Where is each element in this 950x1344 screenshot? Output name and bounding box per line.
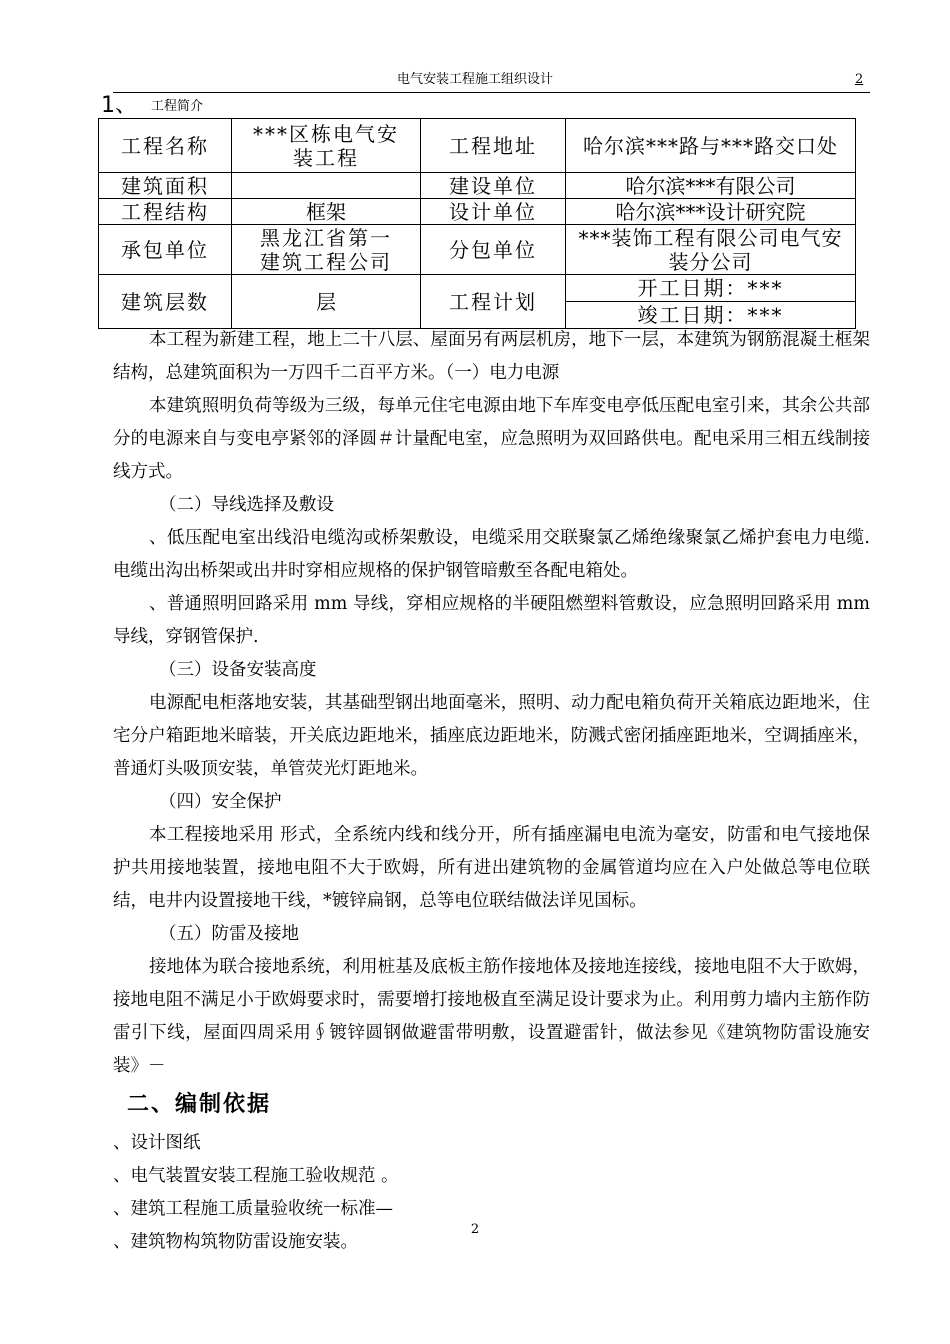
completion-date: 竣工日期：*** [637, 303, 784, 327]
table-value: 哈尔滨***设计研究院 [566, 199, 856, 225]
header-page-number: 2 [855, 72, 864, 87]
table-value: ***装饰工程有限公司电气安装分公司 [566, 225, 856, 275]
subsection-heading: （二）导线选择及敷设 [159, 495, 334, 515]
paragraph: 本工程为新建工程，地上二十八层、屋面另有两层机房，地下一层，本建筑为钢筋混凝土框架结构，总建筑面积为一万四千二百平方米。（一）电力电源 [113, 330, 870, 383]
table-label: 工程结构 [99, 199, 232, 225]
footer-page-number: 2 [470, 1222, 480, 1237]
paragraph: 电源配电柜落地安装，其基础型钢出地面毫米，照明、动力配电箱负荷开关箱底边距地米，住宅分户箱距地米暗装，开关底边距地米，插座底边距地米，防溅式密闭插座距地米，空调插座米，普通灯头吸顶安装，单管荧光灯距地米。 [113, 693, 870, 779]
subsection-heading: （四）安全保护 [159, 792, 282, 812]
table-row [99, 119, 856, 173]
header-title: 电气安装工程施工组织设计 [396, 72, 553, 87]
table-value: 框架 [232, 199, 421, 225]
table-label: 建筑面积 [99, 173, 232, 199]
table-label: 工程地址 [421, 119, 566, 173]
table-row [99, 173, 856, 199]
table-value [232, 173, 421, 199]
list-item: 、建筑工程施工质量验收统一标准— [113, 1199, 393, 1219]
schedule-cell [566, 275, 856, 329]
subsection-heading: （三）设备安装高度 [159, 660, 317, 680]
section-1-number: 1、 [101, 93, 137, 118]
paragraph: 、普通照明回路采用 mm 导线，穿相应规格的半硬阻燃塑料管敷设，应急照明回路采用 mm 导线，穿钢管保护. [113, 594, 870, 647]
paragraph: 本工程接地采用 形式，全系统内线和线分开，所有插座漏电电流为毫安，防雷和电气接地保护共用接地装置，接地电阻不大于欧姆，所有进出建筑物的金属管道均应在入户处做总等电位联结，电井内设置接地干线，*镀锌扁钢，总等电位联结做法详见国标。 [113, 825, 870, 911]
list-item: 、电气装置安装工程施工验收规范 。 [113, 1166, 399, 1186]
subsection-heading: （五）防雷及接地 [159, 924, 299, 944]
paragraph: 、低压配电室出线沿电缆沟或桥架敷设，电缆采用交联聚氯乙烯绝缘聚氯乙烯护套电力电缆.电缆出沟出桥架或出井时穿相应规格的保护钢管暗敷至各配电箱处。 [113, 528, 870, 581]
paragraph: 本建筑照明负荷等级为三级，每单元住宅电源由地下车库变电亭低压配电室引来，其余公共部分的电源来自与变电亭紧邻的泽圆＃计量配电室，应急照明为双回路供电。配电采用三相五线制接线方式。 [113, 396, 870, 482]
section-1-heading [101, 94, 203, 118]
paragraph: 接地体为联合接地系统，利用桩基及底板主筋作接地体及接地连接线，接地电阻不大于欧姆，接地电阻不满足小于欧姆要求时，需要增打接地极直至满足设计要求为止。利用剪力墙内主筋作防雷引下线，屋面四周采用∮镀锌圆钢做避雷带明敷，设置避雷针，做法参见《建筑物防雷设施安装》－ [113, 957, 870, 1076]
header-divider [113, 92, 870, 93]
table-value: 黑龙江省第一建筑工程公司 [232, 225, 421, 275]
table-label: 工程计划 [421, 275, 566, 329]
project-info-table [98, 118, 856, 329]
table-row [99, 275, 856, 329]
table-label: 设计单位 [421, 199, 566, 225]
table-label: 分包单位 [421, 225, 566, 275]
table-value: 哈尔滨***路与***路交口处 [566, 119, 856, 173]
table-value: 层 [232, 275, 421, 329]
table-row [99, 225, 856, 275]
table-value: 哈尔滨***有限公司 [566, 173, 856, 199]
list-item: 、设计图纸 [113, 1133, 201, 1153]
table-label: 工程名称 [99, 119, 232, 173]
table-label: 承包单位 [99, 225, 232, 275]
start-date: 开工日期：*** [566, 275, 855, 302]
body-content [113, 324, 870, 1259]
section-1-title: 工程简介 [151, 99, 204, 114]
table-label: 建筑层数 [99, 275, 232, 329]
table-label: 建设单位 [421, 173, 566, 199]
list-item: 、建筑物构筑物防雷设施安装。 [113, 1232, 358, 1252]
section-2-title: 二、编制依据 [127, 1092, 272, 1117]
table-value: ***区栋电气安装工程 [232, 119, 421, 173]
table-row [99, 199, 856, 225]
